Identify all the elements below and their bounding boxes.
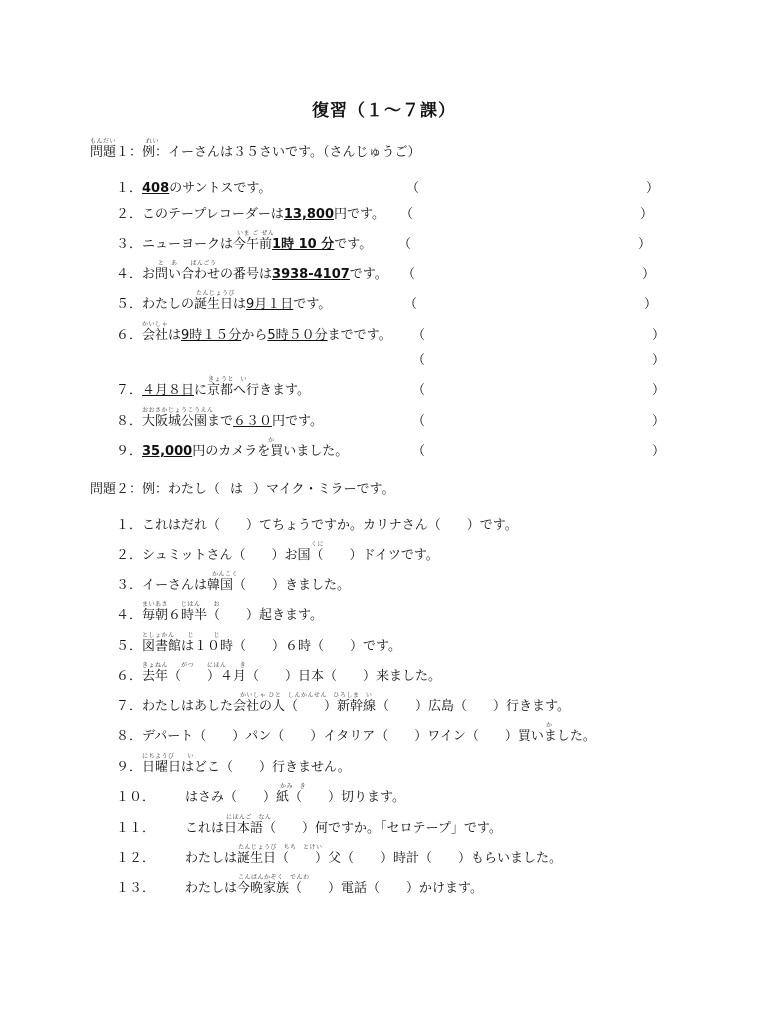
answer-close-paren: ） <box>646 181 660 196</box>
answer-close-paren: ） <box>638 237 652 252</box>
s2-item-4-ruby: まいあさ じはん お <box>142 601 221 608</box>
answer-open-paren: （ <box>412 383 426 398</box>
s1-item-6: ６．会社は9時１５分から5時５０分までです。 <box>116 328 392 343</box>
s2-item-2: ２．シュミットさん（ ）お国（ ）ドイツです。 <box>116 548 439 563</box>
s2-item-9: ９．日曜日はどこ（ ）行きません。 <box>116 760 351 775</box>
s2-item-13: １３． わたしは今晩家族（ ）電話（ ）かけます。 <box>116 881 483 896</box>
s2-item-4: ４．毎朝６時半（ ）起きます。 <box>116 608 323 623</box>
s1-item-4-ruby: と あ ばんごう <box>158 260 217 267</box>
s1-item-4: ４．お問い合わせの番号は3938-4107です。 <box>116 267 388 282</box>
answer-open-paren: （ <box>406 181 420 196</box>
s1-item-3: ３．ニューヨークは今午前1時 10 分です。 <box>116 237 373 252</box>
s2-item-2-ruby: くに <box>311 541 325 548</box>
s2-item-5: ５．図書館は１０時（ ）６時（ ）です。 <box>116 639 401 654</box>
s2-item-11-ruby: にほんご なん <box>226 814 272 821</box>
s1-item-5-ruby: たんじょうび <box>196 290 236 297</box>
s2-item-5-ruby: としょかん じ じ <box>142 632 221 639</box>
s2-item-3-ruby: かんこく <box>212 571 239 578</box>
s2-item-11: １１． これは日本語（ ）何ですか。「セロテープ」です。 <box>116 821 502 836</box>
s2-item-13-ruby: こんばんかぞく でんわ <box>238 874 310 881</box>
s1-item-9-ruby: か <box>268 437 275 444</box>
section2-heading: 問題２：例：わたし（ は ）マイク・ミラーです。 <box>90 482 395 497</box>
answer-open-paren: （ <box>400 207 414 222</box>
s2-item-7: ７．わたしはあした会社の人（ ）新幹線（ ）広島（ ）行きます。 <box>116 699 570 714</box>
answer-open-paren: （ <box>412 414 426 429</box>
s1-item-1: １．408のサントスです。 <box>116 181 272 196</box>
s1-item-8: ８．大阪城公園まで６３０円です。 <box>116 414 324 429</box>
s1-item-3-ruby: いま ご ぜん <box>237 230 275 237</box>
s2-item-6-ruby: きょねん がつ にほん き <box>142 662 247 669</box>
s2-item-10: １０． はさみ（ ）紙（ ）切ります。 <box>116 790 405 805</box>
answer-close-paren: ） <box>652 328 666 343</box>
answer-close-paren: ） <box>652 444 666 459</box>
s2-item-7-ruby: かいしゃ ひと しんかんせん ひろしま い <box>240 692 373 699</box>
answer-open-paren: （ <box>412 353 426 368</box>
answer-open-paren: （ <box>412 328 426 343</box>
s1-item-8-ruby: おおさかじょうこうえん <box>142 407 214 414</box>
answer-close-paren: ） <box>652 383 666 398</box>
s2-item-1: １．これはだれ（ ）てちょうですか。カリナさん（ ）です。 <box>116 518 518 533</box>
s1-item-7-ruby: きょうと い <box>208 376 248 383</box>
s2-item-6: ６．去年（ ）４月（ ）日本（ ）来ました。 <box>116 669 442 684</box>
s1-item-7: ７．４月８日に京都へ行きます。 <box>116 383 310 398</box>
s1-item-5: ５．わたしの誕生日は9月１日です。 <box>116 297 332 312</box>
answer-open-paren: （ <box>404 297 418 312</box>
answer-close-paren: ） <box>652 414 666 429</box>
answer-open-paren: （ <box>412 444 426 459</box>
ruby-rei: れい <box>146 138 160 145</box>
s1-item-2: ２．このテープレコーダーは13,800円です。 <box>116 207 385 222</box>
answer-close-paren: ） <box>640 207 654 222</box>
s2-item-12-ruby: たんじょうび ちち とけい <box>238 844 323 851</box>
answer-close-paren: ） <box>642 267 656 282</box>
answer-open-paren: （ <box>398 237 412 252</box>
s1-item-9: ９．35,000円のカメラを買いました。 <box>116 444 349 459</box>
s1-item-6-ruby: かいしゃ <box>142 321 169 328</box>
s2-item-10-ruby: かみ き <box>280 783 307 790</box>
page-title: 復習（１～７課） <box>312 101 456 121</box>
answer-close-paren: ） <box>644 297 658 312</box>
section1-heading: 問題１：例：イーさんは３５さいです。（さんじゅうご） <box>90 145 421 160</box>
s2-item-9-ruby: にちようび い <box>142 753 195 760</box>
ruby-mondai: もんだい <box>90 138 117 145</box>
s2-item-8-ruby: か <box>546 722 553 729</box>
s2-item-8: ８．デパート（ ）パン（ ）イタリア（ ）ワイン（ ）買いました。 <box>116 729 596 744</box>
answer-close-paren: ） <box>652 353 666 368</box>
s2-item-12: １２． わたしは誕生日（ ）父（ ）時計（ ）もらいました。 <box>116 851 563 866</box>
answer-open-paren: （ <box>402 267 416 282</box>
s2-item-3: ３．イーさんは韓国（ ）きました。 <box>116 578 351 593</box>
